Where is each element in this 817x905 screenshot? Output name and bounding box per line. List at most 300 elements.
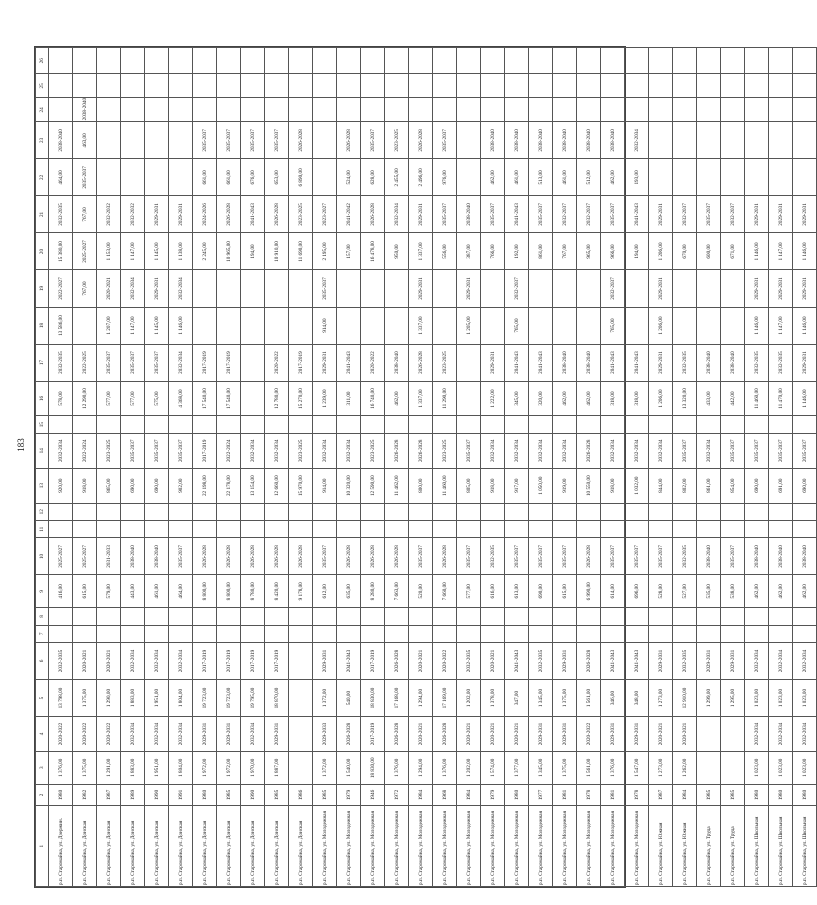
table-cell: 8 800,00: [193, 575, 217, 608]
table-cell: [361, 503, 385, 520]
table-cell: 193,00: [625, 159, 649, 196]
table-cell: 461,00: [505, 159, 529, 196]
table-cell: 8 780,00: [241, 575, 265, 608]
table-cell: [577, 270, 601, 307]
address-cell: р.п. Старомайна, ул. Донская: [289, 806, 313, 887]
table-cell: [793, 503, 817, 520]
table-cell: 1 146,00: [169, 307, 193, 344]
table-cell: 1987: [649, 784, 673, 806]
table-cell: 2041-2043: [625, 344, 649, 381]
table-row: [601, 48, 625, 887]
table-cell: [649, 416, 673, 433]
table-cell: 1 222,00: [481, 381, 505, 416]
column-header: 17: [36, 344, 49, 381]
table-cell: 2032-2034: [241, 717, 265, 752]
table-cell: 2032-2034: [481, 433, 505, 468]
table-row: [721, 48, 745, 887]
table-cell: [601, 48, 625, 74]
table-cell: [217, 98, 241, 122]
table-cell: [265, 608, 289, 625]
table-cell: 1 375,00: [73, 680, 97, 717]
table-cell: 1984: [673, 784, 697, 806]
table-cell: 1 378,00: [481, 680, 505, 717]
table-cell: [361, 74, 385, 98]
table-cell: 1987: [97, 784, 121, 806]
table-cell: 1 376,00: [433, 751, 457, 784]
table-cell: [745, 625, 769, 642]
table-cell: 12 660,00: [265, 468, 289, 503]
table-cell: [601, 74, 625, 98]
table-cell: [433, 625, 457, 642]
table-cell: [673, 625, 697, 642]
table-row: [745, 48, 769, 887]
table-cell: 11 462,00: [385, 468, 409, 503]
table-cell: [409, 625, 433, 642]
column-header: 7: [36, 625, 49, 642]
address-cell: р.п. Старомайна, ул. Молодежная: [529, 806, 553, 887]
table-cell: 767,00: [73, 196, 97, 233]
table-cell: 461,00: [553, 159, 577, 196]
table-cell: 1 295,00: [721, 680, 745, 717]
table-cell: 520,00: [409, 575, 433, 608]
table-cell: [49, 74, 73, 98]
table-cell: [673, 159, 697, 196]
table-cell: 2023-2025: [433, 344, 457, 381]
table-cell: 2020-2021: [481, 642, 505, 679]
table-cell: [649, 122, 673, 159]
table-row: [409, 48, 433, 887]
table-cell: 462,00: [745, 575, 769, 608]
table-cell: [289, 717, 313, 752]
table-row: [169, 48, 193, 887]
table-cell: 1 883,00: [121, 680, 145, 717]
table-cell: 1 376,00: [385, 751, 409, 784]
table-cell: 2038-2040: [553, 344, 577, 381]
table-cell: [721, 608, 745, 625]
table-cell: [337, 307, 361, 344]
table-cell: [265, 48, 289, 74]
table-cell: [433, 270, 457, 307]
table-cell: [49, 416, 73, 433]
table-cell: [337, 625, 361, 642]
table-cell: 194,00: [625, 233, 649, 270]
column-header: 3: [36, 751, 49, 784]
table-cell: 1 883,00: [121, 751, 145, 784]
table-cell: 1 023,00: [793, 751, 817, 784]
table-cell: 2032-2034: [625, 122, 649, 159]
table-row: [625, 48, 649, 887]
table-cell: 2031-2033: [97, 538, 121, 575]
table-cell: 318,00: [625, 381, 649, 416]
table-cell: 2032-2035: [457, 642, 481, 679]
address-cell: р.п. Старомайна, ул. Труда: [721, 806, 745, 887]
table-row: [217, 48, 241, 887]
table-cell: [457, 521, 481, 538]
table-cell: 19 723,00: [217, 680, 241, 717]
table-cell: 2038-2040: [457, 196, 481, 233]
table-cell: [73, 416, 97, 433]
table-cell: [577, 503, 601, 520]
table-row: [385, 48, 409, 887]
table-cell: 2023-2027: [313, 196, 337, 233]
table-cell: [601, 608, 625, 625]
table-cell: 1968: [433, 784, 457, 806]
table-cell: 6 890,00: [289, 159, 313, 196]
table-cell: 2029-2031: [793, 196, 817, 233]
table-cell: [241, 48, 265, 74]
table-cell: 2035-2037: [745, 433, 769, 468]
table-cell: 2035-2037: [97, 344, 121, 381]
table-cell: 2032-2034: [553, 433, 577, 468]
table-cell: [577, 307, 601, 344]
table-cell: 1982: [73, 784, 97, 806]
table-cell: 918,00: [601, 468, 625, 503]
table-cell: [649, 521, 673, 538]
table-cell: 2020-2021: [73, 642, 97, 679]
table-cell: [169, 521, 193, 538]
table-cell: 1946: [361, 784, 385, 806]
table-cell: 320,00: [529, 381, 553, 416]
table-cell: [601, 625, 625, 642]
table-cell: [553, 503, 577, 520]
table-cell: [361, 416, 385, 433]
table-cell: [121, 503, 145, 520]
table-cell: 2032-2034: [169, 270, 193, 307]
table-cell: 387,00: [457, 233, 481, 270]
table-cell: 2035-2037: [529, 538, 553, 575]
table-cell: [217, 608, 241, 625]
table-cell: 1 207,00: [97, 307, 121, 344]
table-cell: 464,00: [169, 575, 193, 608]
table-cell: [145, 74, 169, 98]
page-number: 183: [15, 438, 26, 452]
table-cell: [553, 74, 577, 98]
table-cell: 2020-2022: [73, 717, 97, 752]
table-cell: [529, 98, 553, 122]
table-cell: 2029-2031: [649, 642, 673, 679]
table-cell: 2035-2037: [673, 433, 697, 468]
table-cell: 1 206,00: [649, 307, 673, 344]
table-cell: 2 496,00: [409, 159, 433, 196]
table-cell: [193, 416, 217, 433]
table-cell: [553, 416, 577, 433]
table-row: [241, 48, 265, 887]
table-cell: 2035-2037: [601, 196, 625, 233]
table-cell: 2035-2037: [457, 538, 481, 575]
address-cell: р.п. Старомайна, ул. Молодежная: [313, 806, 337, 887]
table-cell: 10 320,00: [337, 468, 361, 503]
table-cell: 917,00: [505, 468, 529, 503]
table-cell: [505, 98, 529, 122]
table-cell: [769, 608, 793, 625]
table-cell: 1 547,00: [625, 751, 649, 784]
table-cell: [145, 122, 169, 159]
table-cell: [721, 159, 745, 196]
table-cell: 538,00: [721, 575, 745, 608]
table-cell: [745, 416, 769, 433]
table-cell: [217, 521, 241, 538]
table-cell: 2032-2037: [673, 196, 697, 233]
table-cell: [241, 503, 265, 520]
table-cell: 1 345,00: [529, 751, 553, 784]
table-cell: 1 146,00: [745, 307, 769, 344]
table-cell: 2029-2031: [217, 717, 241, 752]
table-cell: 2032-2034: [169, 642, 193, 679]
table-cell: [265, 307, 289, 344]
table-cell: [721, 751, 745, 784]
table-cell: 2 245,00: [193, 233, 217, 270]
table-cell: 2029-2031: [313, 344, 337, 381]
table-cell: [577, 521, 601, 538]
table-cell: [433, 416, 457, 433]
table-cell: 802,00: [673, 468, 697, 503]
table-cell: [673, 521, 697, 538]
address-cell: р.п. Старомайна, ул. Донская: [169, 806, 193, 887]
table-cell: [745, 159, 769, 196]
column-header: 18: [36, 307, 49, 344]
table-cell: [313, 521, 337, 538]
table-cell: [289, 270, 313, 307]
table-cell: [673, 608, 697, 625]
table-cell: [433, 98, 457, 122]
table-cell: 2035-2037: [769, 433, 793, 468]
table-cell: 2035-2037: [145, 344, 169, 381]
table-cell: 2035-2037: [433, 122, 457, 159]
table-cell: [121, 122, 145, 159]
table-cell: [697, 521, 721, 538]
table-cell: 2020-2021: [409, 642, 433, 679]
table-cell: 1 561,00: [577, 751, 601, 784]
table-cell: 2032-2034: [49, 433, 73, 468]
table-cell: 2026-2028: [577, 642, 601, 679]
table-cell: [289, 48, 313, 74]
table-cell: 2029-2031: [697, 642, 721, 679]
table-cell: 540,00: [337, 680, 361, 717]
table-cell: [337, 416, 361, 433]
address-cell: р.п. Старомайна, ул. Донская: [145, 806, 169, 887]
table-cell: [121, 521, 145, 538]
table-cell: 1 145,00: [145, 307, 169, 344]
table-cell: 1 972,00: [217, 751, 241, 784]
table-cell: [73, 608, 97, 625]
table-cell: [529, 608, 553, 625]
table-cell: [337, 74, 361, 98]
table-cell: [481, 416, 505, 433]
table-cell: 691,00: [769, 468, 793, 503]
table-cell: [409, 74, 433, 98]
table-cell: 17 540,00: [193, 381, 217, 416]
table-cell: [265, 270, 289, 307]
table-cell: [601, 98, 625, 122]
table-cell: [145, 48, 169, 74]
table-cell: 194,00: [241, 233, 265, 270]
table-cell: 1 273,00: [649, 680, 673, 717]
table-cell: [289, 74, 313, 98]
rotated-table-sheet: [34, 46, 808, 888]
table-cell: 1977: [529, 784, 553, 806]
table-cell: 2035-2037: [625, 538, 649, 575]
table-cell: 1 804,00: [169, 751, 193, 784]
table-cell: 2029-2031: [649, 196, 673, 233]
table-cell: 2020-2021: [505, 717, 529, 752]
table-cell: 1 032,00: [625, 468, 649, 503]
table-cell: 2026-2028: [577, 538, 601, 575]
table-cell: 2032-2035: [481, 538, 505, 575]
table-cell: [481, 521, 505, 538]
table-cell: 612,00: [313, 575, 337, 608]
table-cell: 2029-2031: [529, 717, 553, 752]
table-cell: 11 290,00: [433, 381, 457, 416]
table-row: [121, 48, 145, 887]
table-cell: 2035-2037: [433, 196, 457, 233]
table-cell: 462,00: [385, 381, 409, 416]
table-cell: 2035-2037: [169, 433, 193, 468]
table-cell: 2020-2021: [409, 717, 433, 752]
table-cell: [529, 48, 553, 74]
table-cell: 1979: [337, 784, 361, 806]
table-cell: 1 294,00: [409, 680, 433, 717]
table-cell: [217, 270, 241, 307]
table-cell: [673, 48, 697, 74]
table-cell: [457, 74, 481, 98]
column-header: 14: [36, 433, 49, 468]
table-cell: 2038-2040: [49, 122, 73, 159]
table-cell: 2020-2021: [673, 717, 697, 752]
table-cell: 1985: [217, 784, 241, 806]
table-cell: 15 380,00: [49, 233, 73, 270]
table-cell: 2026-2028: [337, 717, 361, 752]
table-cell: 2035-2037: [73, 159, 97, 196]
table-cell: 577,00: [457, 575, 481, 608]
table-cell: [121, 74, 145, 98]
table-cell: [793, 122, 817, 159]
table-cell: [145, 416, 169, 433]
table-cell: [721, 98, 745, 122]
table-cell: 2038-2040: [601, 122, 625, 159]
table-cell: 464,00: [49, 159, 73, 196]
table-cell: 615,00: [73, 575, 97, 608]
table-cell: [673, 122, 697, 159]
table-cell: [481, 74, 505, 98]
table-cell: 2029-2031: [745, 196, 769, 233]
table-cell: [769, 503, 793, 520]
table-cell: 2026-2028: [385, 433, 409, 468]
table-cell: 614,00: [601, 575, 625, 608]
address-cell: р.п. Старомайна, ул. Молодежная: [505, 806, 529, 887]
table-cell: 2032-2034: [313, 433, 337, 468]
table-cell: 1 205,00: [457, 307, 481, 344]
table-cell: 861,00: [697, 468, 721, 503]
table-cell: 2020-2021: [457, 717, 481, 752]
table-cell: 2020-2022: [97, 717, 121, 752]
table-cell: 2026-2028: [409, 344, 433, 381]
table-cell: 2017-2019: [289, 344, 313, 381]
table-cell: [169, 48, 193, 74]
table-cell: 1 376,00: [601, 751, 625, 784]
table-cell: 2029-2031: [145, 270, 169, 307]
table-cell: [73, 307, 97, 344]
table-cell: [433, 48, 457, 74]
address-cell: р.п. Старомайна, ул. Молодежная: [601, 806, 625, 887]
table-cell: 528,00: [649, 575, 673, 608]
table-cell: [457, 98, 481, 122]
table-cell: [49, 521, 73, 538]
column-header: 19: [36, 270, 49, 307]
table-cell: 2041-2043: [505, 196, 529, 233]
table-cell: 2026-2028: [289, 122, 313, 159]
table-cell: [697, 751, 721, 784]
table-cell: 2032-2034: [241, 433, 265, 468]
table-cell: 1 145,00: [145, 233, 169, 270]
table-cell: 2026-2028: [433, 538, 457, 575]
table-cell: 1 972,00: [193, 751, 217, 784]
column-header: 8: [36, 608, 49, 625]
table-cell: [289, 751, 313, 784]
table-cell: 2035-2037: [361, 122, 385, 159]
table-cell: [697, 122, 721, 159]
table-cell: [193, 625, 217, 642]
address-cell: р.п. Старомайна, ул. Молодежная: [577, 806, 601, 887]
table-cell: 1984: [409, 784, 433, 806]
table-cell: 2029-2031: [793, 344, 817, 381]
address-cell: р.п. Старомайна, ул. Дзержин.: [49, 806, 73, 887]
table-cell: [649, 74, 673, 98]
table-cell: 2032-2034: [745, 717, 769, 752]
table-cell: [697, 74, 721, 98]
table-cell: 2032-2034: [529, 433, 553, 468]
table-cell: 766,00: [481, 233, 505, 270]
table-cell: 2041-2043: [625, 196, 649, 233]
table-cell: 19 795,00: [241, 680, 265, 717]
table-cell: 2032-2032: [121, 196, 145, 233]
table-cell: 1 147,00: [121, 307, 145, 344]
table-cell: [385, 98, 409, 122]
table-cell: [193, 608, 217, 625]
table-cell: 1 299,00: [697, 680, 721, 717]
table-cell: 2026-2028: [577, 433, 601, 468]
table-cell: 579,00: [97, 575, 121, 608]
table-cell: 18 830,00: [361, 751, 385, 784]
table-cell: 2041-2043: [337, 344, 361, 381]
table-cell: [769, 625, 793, 642]
table-cell: 1 376,00: [49, 751, 73, 784]
table-row: [433, 48, 457, 887]
table-cell: 2041-2042: [337, 196, 361, 233]
table-cell: [145, 503, 169, 520]
table-cell: 767,00: [73, 270, 97, 307]
table-cell: 2017-2019: [241, 642, 265, 679]
table-cell: [169, 416, 193, 433]
table-cell: 1 375,00: [553, 680, 577, 717]
table-cell: [385, 416, 409, 433]
table-row: [481, 48, 505, 887]
table-cell: 2032-2037: [505, 270, 529, 307]
table-cell: [97, 159, 121, 196]
table-cell: 1 951,00: [145, 680, 169, 717]
table-cell: 462,00: [601, 159, 625, 196]
table-row: [97, 48, 121, 887]
table-cell: [313, 608, 337, 625]
table-cell: [361, 307, 385, 344]
table-cell: [745, 122, 769, 159]
table-cell: 2026-2028: [433, 717, 457, 752]
table-cell: [121, 48, 145, 74]
table-cell: 613,00: [505, 575, 529, 608]
table-cell: 8 280,00: [361, 575, 385, 608]
table-cell: 17 169,00: [433, 680, 457, 717]
table-cell: 696,00: [625, 575, 649, 608]
table-cell: [673, 74, 697, 98]
